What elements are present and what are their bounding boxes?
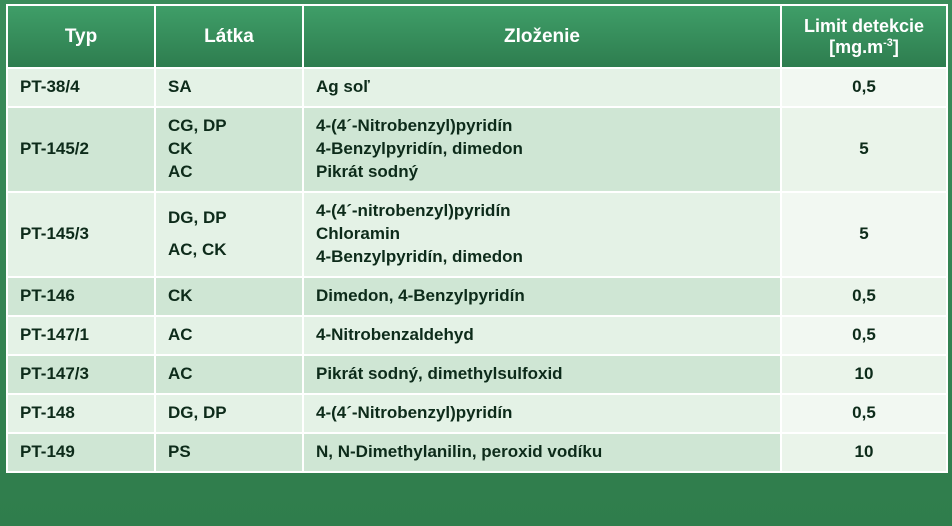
cell-latka-lines <box>168 285 292 308</box>
cell-zlozenie-line: Chloramin <box>316 224 401 244</box>
cell-zlozenie-lines <box>316 324 770 347</box>
cell-latka <box>155 394 303 433</box>
table-row <box>7 107 947 192</box>
table-header <box>7 5 947 68</box>
cell-limit: 5 <box>781 192 947 277</box>
cell-typ: PT-38/4 <box>7 68 155 107</box>
cell-latka-lines <box>168 76 292 99</box>
column-header-limit <box>781 5 947 68</box>
cell-zlozenie <box>303 192 781 277</box>
table-body <box>7 68 947 471</box>
table-row <box>7 394 947 433</box>
cell-typ: PT-145/2 <box>7 107 155 192</box>
cell-zlozenie-lines <box>316 76 770 99</box>
cell-zlozenie-lines <box>316 363 770 386</box>
cell-zlozenie-line: Pikrát sodný, dimethylsulfoxid <box>316 363 563 383</box>
cell-latka <box>155 316 303 355</box>
cell-zlozenie <box>303 433 781 472</box>
limit-unit-prefix: [mg.m <box>829 36 884 57</box>
cell-typ: PT-145/3 <box>7 192 155 277</box>
cell-zlozenie-line: Ag soľ <box>316 77 370 97</box>
cell-zlozenie-line: 4-(4´-Nitrobenzyl)pyridín <box>316 402 513 422</box>
cell-latka <box>155 433 303 472</box>
table-row <box>7 68 947 107</box>
cell-latka-lines <box>168 441 292 464</box>
cell-zlozenie-line: N, N-Dimethylanilin, peroxid vodíku <box>316 441 603 461</box>
cell-latka <box>155 192 303 277</box>
cell-zlozenie-line: 4-Benzylpyridín, dimedon <box>316 247 523 266</box>
column-header-zlozenie: Zloženie <box>303 5 781 68</box>
cell-limit: 0,5 <box>781 316 947 355</box>
table-header-row <box>7 5 947 68</box>
cell-latka-line: DG, DP <box>168 208 227 228</box>
cell-latka-lines <box>168 115 292 184</box>
cell-zlozenie-lines <box>316 441 770 464</box>
cell-typ: PT-148 <box>7 394 155 433</box>
column-header-limit-line2 <box>788 37 940 58</box>
cell-latka-line: AC, CK <box>168 240 227 260</box>
cell-latka-line: DG, DP <box>168 402 227 422</box>
cell-zlozenie <box>303 277 781 316</box>
cell-latka-line <box>168 230 292 239</box>
cell-latka-line: AC <box>168 162 193 182</box>
cell-latka-lines <box>168 324 292 347</box>
cell-zlozenie-lines <box>316 115 770 184</box>
column-header-limit-line1: Limit detekcie <box>803 16 925 36</box>
cell-typ: PT-149 <box>7 433 155 472</box>
table-row <box>7 192 947 277</box>
cell-zlozenie-line: 4-(4´-nitrobenzyl)pyridín <box>316 201 511 221</box>
cell-zlozenie-line: 4-(4´-Nitrobenzyl)pyridín <box>316 116 513 136</box>
cell-limit: 0,5 <box>781 394 947 433</box>
cell-latka-lines <box>168 402 292 425</box>
cell-latka <box>155 107 303 192</box>
cell-limit: 10 <box>781 355 947 394</box>
cell-zlozenie <box>303 316 781 355</box>
cell-latka-line: CK <box>168 285 193 305</box>
table-row <box>7 277 947 316</box>
cell-latka-lines <box>168 363 292 386</box>
cell-latka-line: PS <box>168 441 191 461</box>
limit-unit-exponent: -3 <box>883 36 893 49</box>
cell-zlozenie-line: 4-Benzylpyridín, dimedon <box>316 139 523 159</box>
cell-latka <box>155 355 303 394</box>
table-row <box>7 316 947 355</box>
cell-zlozenie <box>303 394 781 433</box>
cell-latka-lines <box>168 207 292 262</box>
table-row <box>7 433 947 472</box>
cell-latka-line: CK <box>168 139 193 159</box>
cell-typ: PT-147/1 <box>7 316 155 355</box>
cell-typ: PT-147/3 <box>7 355 155 394</box>
cell-latka <box>155 277 303 316</box>
table-row <box>7 355 947 394</box>
cell-zlozenie-lines <box>316 200 770 269</box>
cell-zlozenie <box>303 355 781 394</box>
cell-latka-line: SA <box>168 77 192 97</box>
cell-latka-line: CG, DP <box>168 116 227 136</box>
cell-zlozenie-line: 4-Nitrobenzaldehyd <box>316 324 474 344</box>
cell-limit: 0,5 <box>781 277 947 316</box>
column-header-typ: Typ <box>7 5 155 68</box>
detection-limits-table <box>6 4 948 473</box>
cell-zlozenie-line: Dimedon, 4-Benzylpyridín <box>316 285 525 305</box>
cell-zlozenie-lines <box>316 285 770 308</box>
cell-latka-line: AC <box>168 363 193 383</box>
cell-zlozenie-lines <box>316 402 770 425</box>
cell-zlozenie <box>303 107 781 192</box>
column-header-latka: Látka <box>155 5 303 68</box>
cell-typ: PT-146 <box>7 277 155 316</box>
cell-latka <box>155 68 303 107</box>
cell-limit: 10 <box>781 433 947 472</box>
cell-latka-line: AC <box>168 324 193 344</box>
cell-zlozenie <box>303 68 781 107</box>
cell-limit: 0,5 <box>781 68 947 107</box>
limit-unit-suffix: ] <box>892 36 899 57</box>
cell-limit: 5 <box>781 107 947 192</box>
cell-zlozenie-line: Pikrát sodný <box>316 162 419 182</box>
